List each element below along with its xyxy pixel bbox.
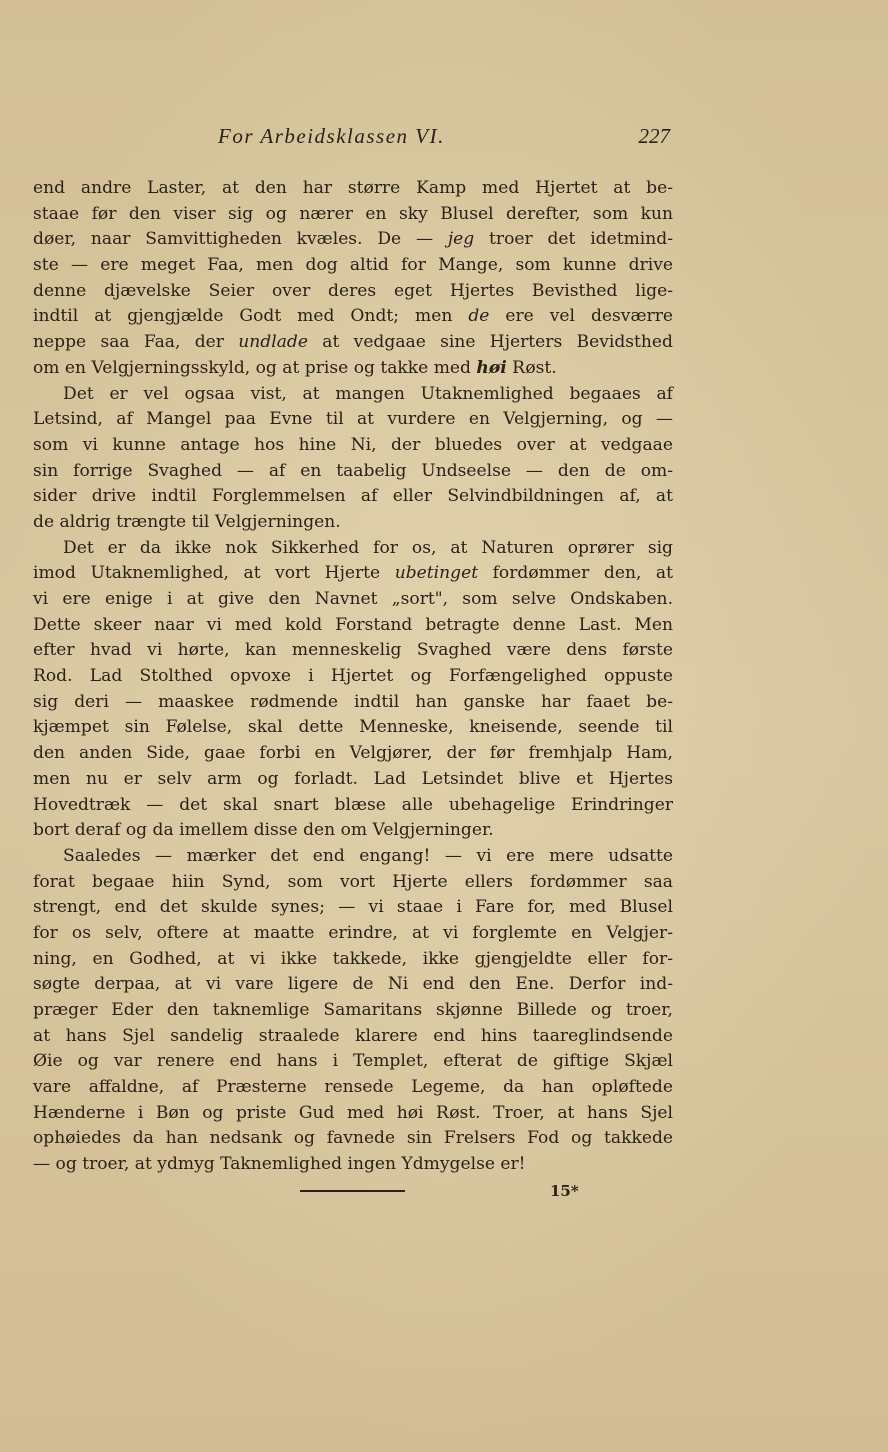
text-line: Dette skeer naar vi med kold Forstand betragte denne Last. Men	[33, 614, 673, 635]
text-line: vi ere enige i at give den Navnet „sort", som selve Ondskaben.	[33, 589, 673, 609]
emphasis-word: jeg	[447, 229, 475, 250]
text-line: at hans Sjel sandelig straalede klarere end hins taareglindsende	[33, 1025, 673, 1046]
text-line: de aldrig trængte til Velgjerningen.	[33, 511, 341, 532]
text-line: Rod. Lad Stolthed opvoxe i Hjertet og Forfængelighed oppuste	[33, 666, 673, 687]
body-text	[33, 176, 673, 1178]
text-line: Øie og var renere end hans i Templet, efterat de giftige Skjæl	[33, 1051, 673, 1072]
running-head	[218, 124, 670, 156]
text-line: staae før den viser sig og nærer en sky Blusel derefter, som kun	[33, 203, 673, 224]
text-line: præger Eder den taknemlige Samaritans skjønne Billede og troer,	[33, 1000, 673, 1020]
text-line: bort deraf og da imellem disse den om Velgjerninger.	[33, 820, 494, 841]
text-line: Saaledes — mærker det end engang! — vi ere mere udsatte	[63, 845, 673, 866]
text-line: vare affaldne, af Præsterne rensede Legeme, da han opløftede	[33, 1077, 673, 1098]
text-line: sider drive indtil Forglemmelsen af eller Selvindbildningen af, at	[33, 486, 673, 507]
text-line: men nu er selv arm og forladt. Lad Letsindet blive et Hjertes	[33, 768, 673, 789]
text-line: sig deri — maaskee rødmende indtil han ganske har faaet be-	[33, 691, 673, 712]
text-line: Hovedtræk — det skal snart blæse alle ubehagelige Erindringer	[33, 794, 673, 815]
page-number: 227	[638, 124, 670, 148]
text-line: Letsind, af Mangel paa Evne til at vurdere en Velgjerning, og —	[33, 409, 673, 430]
text-line: efter hvad vi hørte, kan menneskelig Svaghed være dens første	[33, 640, 673, 661]
text-line: indtil at gjengjælde Godt med Ondt; men de ere vel desværre	[33, 306, 673, 327]
emphasis-word: undlade	[238, 332, 308, 353]
page-footer	[300, 1182, 600, 1212]
text-line: ste — ere meget Faa, men dog altid for Mange, som kunne drive	[33, 255, 673, 276]
text-line: døer, naar Samvittigheden kvæles. De — jeg troer det idetmind-	[33, 229, 673, 250]
text-line: neppe saa Faa, der undlade at vedgaae sine Hjerters Bevidsthed	[33, 332, 673, 353]
text-line: imod Utaknemlighed, at vort Hjerte ubetinget fordømmer den, at	[33, 563, 673, 584]
text-line: strengt, end det skulde synes; — vi staae i Fare for, med Blusel	[33, 897, 673, 918]
text-line: denne djævelske Seier over deres eget Hjertes Bevisthed lige-	[33, 280, 673, 301]
running-title: For Arbeidsklassen VI.	[218, 124, 445, 148]
text-line: Hænderne i Bøn og priste Gud med høi Røst. Troer, at hans Sjel	[33, 1102, 673, 1123]
printer-signature: 15*	[550, 1182, 579, 1200]
text-line: Det er da ikke nok Sikkerhed for os, at Naturen oprører sig	[63, 537, 673, 558]
text-line: søgte derpaa, at vi vare ligere de Ni end den Ene. Derfor ind-	[33, 974, 673, 995]
text-line: kjæmpet sin Følelse, skal dette Menneske, kneisende, seende til	[33, 717, 673, 738]
emphasis-word: høi	[476, 357, 507, 378]
text-line: forat begaae hiin Synd, som vort Hjerte ellers fordømmer saa	[33, 871, 673, 892]
text-line: sin forrige Svaghed — af en taabelig Undseelse — den de om-	[33, 460, 673, 481]
text-line: den anden Side, gaae forbi en Velgjører, der før fremhjalp Ham,	[33, 743, 673, 764]
text-line: — og troer, at ydmyg Taknemlighed ingen Ydmygelse er!	[33, 1154, 526, 1175]
text-line: om en Velgjerningsskyld, og at prise og takke med høi Røst.	[33, 357, 557, 378]
emphasis-word: de	[468, 306, 490, 327]
text-line: som vi kunne antage hos hine Ni, der bluedes over at vedgaae	[33, 434, 673, 455]
text-line: ophøiedes da han nedsank og favnede sin Frelsers Fod og takkede	[33, 1128, 673, 1149]
text-line: for os selv, oftere at maatte erindre, at vi forglemte en Velgjer-	[33, 922, 673, 943]
footer-rule	[300, 1190, 405, 1192]
text-line: ning, en Godhed, at vi ikke takkede, ikke gjengjeldte eller for-	[33, 948, 673, 969]
text-line: Det er vel ogsaa vist, at mangen Utaknemlighed begaaes af	[63, 383, 673, 404]
text-line: end andre Laster, at den har større Kamp med Hjertet at be-	[33, 178, 673, 198]
emphasis-word: ubetinget	[394, 563, 479, 584]
